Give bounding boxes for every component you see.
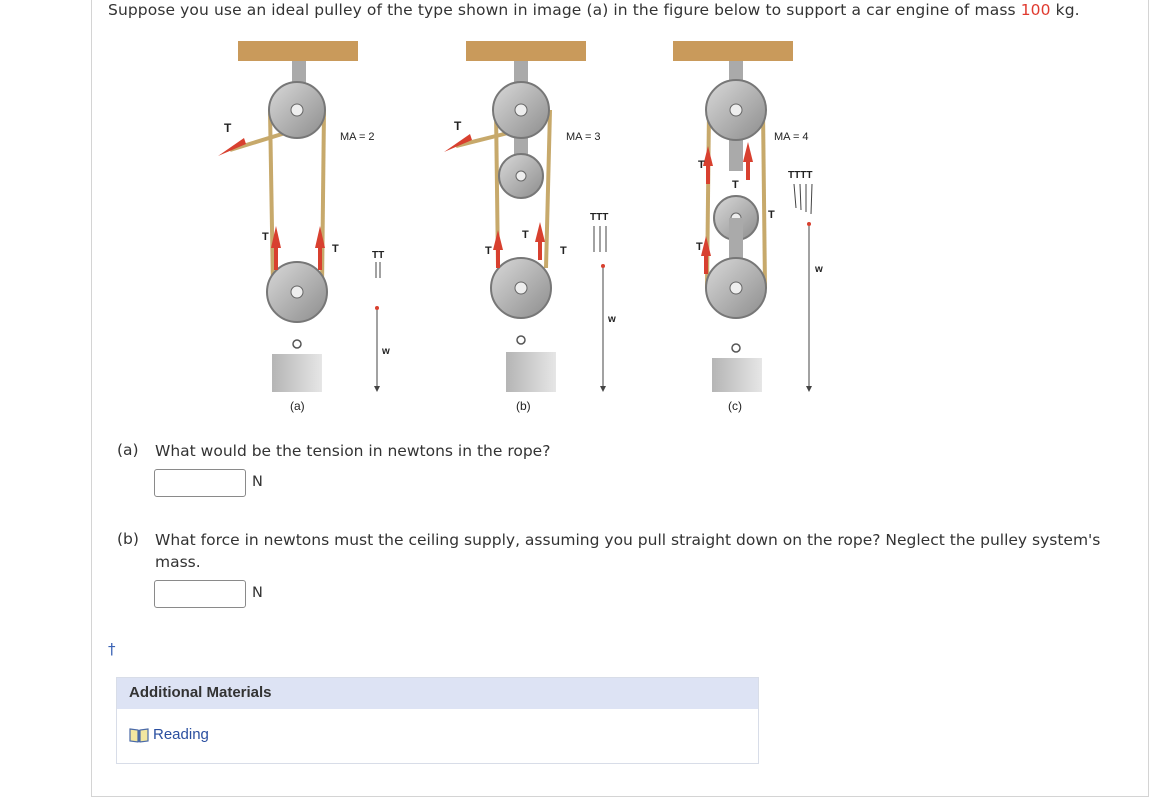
svg-text:T: T xyxy=(454,119,462,133)
svg-text:T: T xyxy=(332,243,339,255)
svg-text:T: T xyxy=(522,229,529,241)
ma-label-b: MA = 3 xyxy=(566,131,601,143)
panel-c xyxy=(673,41,823,413)
svg-text:T: T xyxy=(696,241,703,253)
w-label-c: w xyxy=(815,264,823,275)
panel-a xyxy=(218,41,390,413)
ma-label-a: MA = 2 xyxy=(340,131,375,143)
caption-a: (a) xyxy=(290,399,305,413)
ceiling-force-answer-input[interactable] xyxy=(154,580,246,608)
ma-label-c: MA = 4 xyxy=(774,131,809,143)
svg-text:T: T xyxy=(485,245,492,257)
ttt-label-b: TTT xyxy=(590,212,609,223)
mass-value: 100 xyxy=(1020,1,1051,19)
intro-unit: kg. xyxy=(1050,1,1080,19)
book-icon xyxy=(129,727,149,743)
ceiling-c xyxy=(673,41,793,61)
question-b-text: What force in newtons must the ceiling supply, assuming you pull straight down on the rope? Neglect the pulley system's mass. xyxy=(155,531,1101,571)
svg-text:T: T xyxy=(732,179,739,191)
panel-b xyxy=(444,41,616,413)
problem-intro xyxy=(108,1,1080,19)
svg-text:T: T xyxy=(560,245,567,257)
question-a-label: (a) xyxy=(117,441,139,459)
ceiling-b xyxy=(466,41,586,61)
svg-text:T: T xyxy=(698,159,705,171)
caption-c: (c) xyxy=(728,399,742,413)
footnote-marker: † xyxy=(108,640,116,658)
svg-text:T: T xyxy=(768,209,775,221)
reading-link-label: Reading xyxy=(153,726,209,743)
reading-link[interactable] xyxy=(129,726,209,743)
weight-block-a xyxy=(272,354,322,392)
pulley-figure xyxy=(200,38,840,422)
weight-block-c xyxy=(712,358,762,392)
ceiling-a xyxy=(238,41,358,61)
tt-label-a: TT xyxy=(372,250,385,261)
intro-text: Suppose you use an ideal pulley of the type shown in image (a) in the figure below to support a car engine of mass xyxy=(108,1,1021,19)
caption-b: (b) xyxy=(516,399,531,413)
additional-materials-title: Additional Materials xyxy=(117,678,758,709)
tension-answer-input[interactable] xyxy=(154,469,246,497)
w-label-a: w xyxy=(382,346,390,357)
question-b-label: (b) xyxy=(117,530,139,548)
w-label-b: w xyxy=(608,314,616,325)
tension-unit: N xyxy=(252,474,263,490)
question-a-text: What would be the tension in newtons in the rope? xyxy=(155,442,551,460)
weight-block-b xyxy=(506,352,556,392)
ceiling-force-unit: N xyxy=(252,585,263,601)
svg-text:T: T xyxy=(224,121,232,135)
tttt-label-c: TTTT xyxy=(788,170,813,181)
additional-materials-panel xyxy=(116,677,759,764)
svg-text:T: T xyxy=(262,231,269,243)
